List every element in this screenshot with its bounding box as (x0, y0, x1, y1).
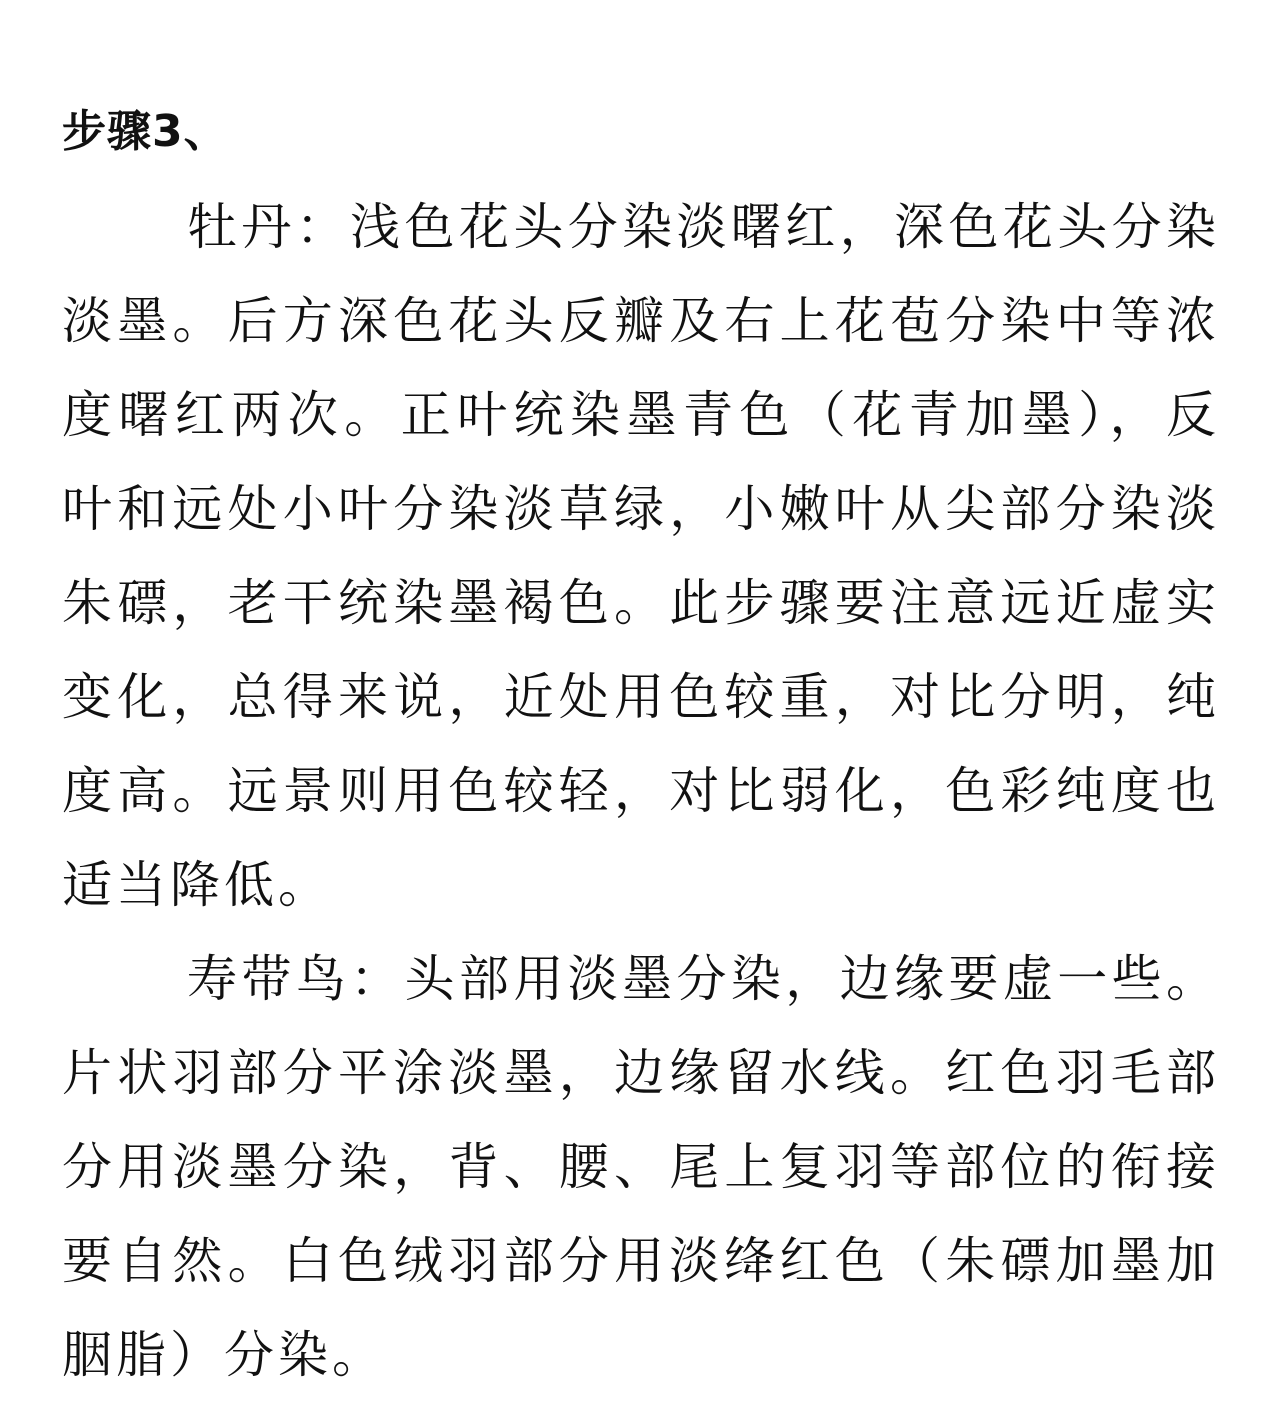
bird-paragraph: 寿带鸟：头部用淡墨分染，边缘要虚一些。片状羽部分平涂淡墨，边缘留水线。红色羽毛部分用淡墨分染，背、腰、尾上复羽等部位的衔接要自然。白色绒羽部分用淡绛红色（朱磦加墨加胭脂）分染。 (62, 950, 1220, 1384)
step-heading: 步骤3、 (62, 106, 229, 157)
peony-paragraph: 牡丹：浅色花头分染淡曙红，深色花头分染淡墨。后方深色花头反瓣及右上花苞分染中等浓度曙红两次。正叶统染墨青色（花青加墨），反叶和远处小叶分染淡草绿，小嫩叶从尖部分染淡朱磦，老干统染墨褐色。此步骤要注意远近虚实变化，总得来说，近处用色较重，对比分明，纯度高。远景则用色较轻，对比弱化，色彩纯度也适当降低。 (62, 198, 1220, 914)
document-body (62, 92, 1220, 1402)
